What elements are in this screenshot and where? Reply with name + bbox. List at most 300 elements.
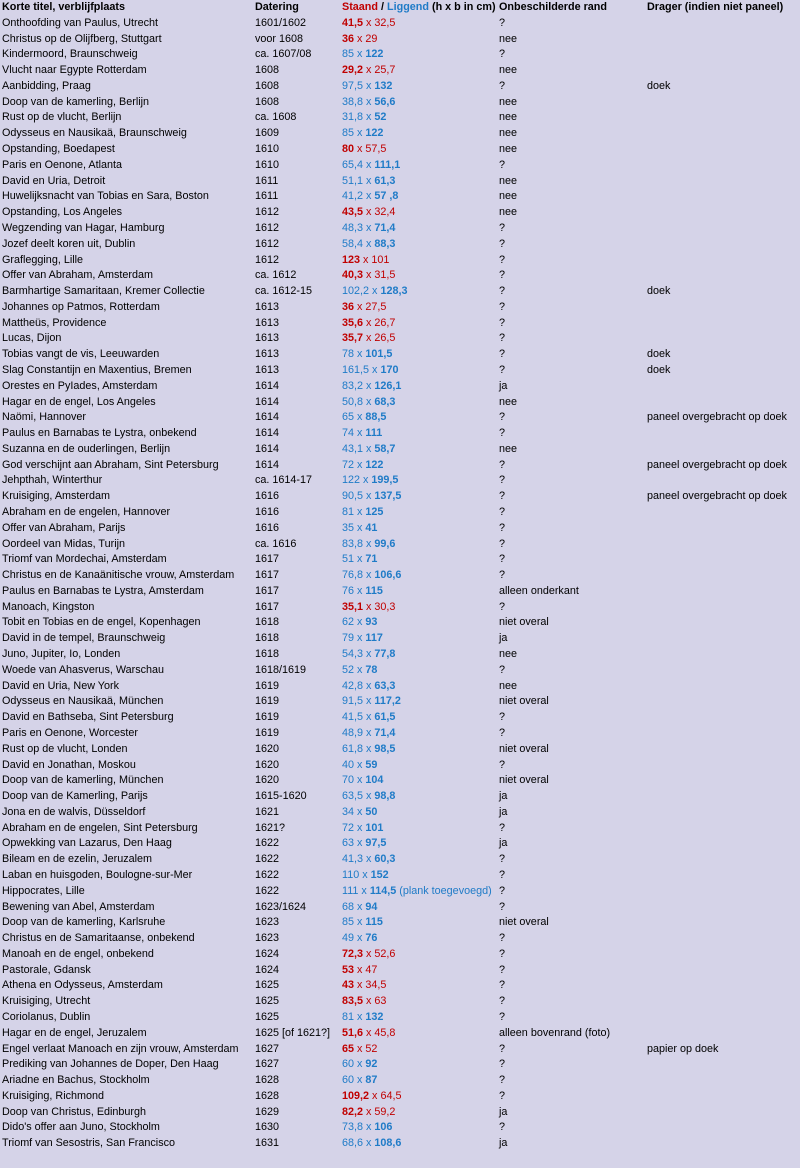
height-value: 72 xyxy=(342,821,355,834)
title-cell: Ariadne en Bachus, Stockholm xyxy=(2,1074,150,1087)
support-cell xyxy=(645,584,800,600)
table-row xyxy=(0,726,800,742)
width-value: 132 xyxy=(365,1011,384,1023)
date-cell: ca. 1608 xyxy=(255,111,297,124)
edge-cell: ? xyxy=(499,553,506,566)
times-sign: x xyxy=(354,616,366,629)
date-cell: 1619 xyxy=(255,726,280,739)
times-sign: x xyxy=(354,758,366,771)
title-cell: Rust op de vlucht, Londen xyxy=(2,742,128,755)
height-value: 65,4 xyxy=(342,158,364,171)
width-value: 88,5 xyxy=(365,411,387,424)
dimensions-cell xyxy=(340,631,497,647)
width-value: 108,6 xyxy=(374,1137,402,1150)
width-value: 77,8 xyxy=(374,648,396,661)
support-cell xyxy=(645,852,800,868)
times-sign: x xyxy=(354,1058,366,1071)
height-value: 110 xyxy=(342,868,360,881)
width-value: 71 xyxy=(365,553,378,566)
height-value: 51,6 xyxy=(342,1026,364,1039)
height-value: 122 xyxy=(342,474,361,487)
edge-cell: nee xyxy=(499,648,518,661)
support-cell xyxy=(645,552,800,568)
title-cell: Slag Constantijn en Maxentius, Bremen xyxy=(2,363,192,376)
times-sign: x xyxy=(363,158,375,171)
edge-cell: ja xyxy=(499,805,508,818)
support-cell xyxy=(645,16,800,32)
support-cell xyxy=(645,615,800,631)
width-value: 27,5 xyxy=(365,300,387,313)
date-cell: 1628 xyxy=(255,1074,280,1087)
times-sign: x xyxy=(354,411,366,424)
table-row xyxy=(0,300,800,316)
height-value: 58,4 xyxy=(342,237,364,250)
width-value: 52,6 xyxy=(374,947,396,960)
support-cell xyxy=(645,205,800,221)
edge-cell: ? xyxy=(499,506,506,518)
times-sign: x xyxy=(354,821,366,834)
times-sign: x xyxy=(354,837,366,850)
height-value: 74 xyxy=(342,427,355,440)
table-row xyxy=(0,1136,800,1152)
support-cell xyxy=(645,647,800,663)
times-sign: x xyxy=(363,600,375,613)
width-value: 99,6 xyxy=(374,537,396,550)
title-cell: Athena en Odysseus, Amsterdam xyxy=(2,979,163,992)
table-row xyxy=(0,615,800,631)
dimensions-cell xyxy=(340,1089,497,1105)
table-row xyxy=(0,679,800,695)
height-value: 78 xyxy=(342,348,355,361)
height-value: 48,9 xyxy=(342,726,364,739)
dimensions-cell xyxy=(340,253,497,269)
height-value: 123 xyxy=(342,253,361,266)
edge-cell: nee xyxy=(499,111,518,124)
table-row xyxy=(0,568,800,584)
date-cell: 1618 xyxy=(255,648,280,661)
times-sign: x xyxy=(363,695,375,708)
date-cell: 1610 xyxy=(255,158,280,171)
dimensions-cell xyxy=(340,395,497,411)
support-cell xyxy=(645,379,800,395)
support-cell xyxy=(645,568,800,584)
title-cell: Doop van de kamerling, München xyxy=(2,774,164,787)
support-cell xyxy=(645,395,800,411)
date-cell: 1628 xyxy=(255,1089,280,1102)
table-row xyxy=(0,868,800,884)
table-row xyxy=(0,900,800,916)
support-cell xyxy=(645,631,800,647)
edge-cell: ? xyxy=(499,900,506,913)
support-cell xyxy=(645,994,800,1010)
table-row xyxy=(0,584,800,600)
edge-cell: ? xyxy=(499,48,506,61)
times-sign: x xyxy=(369,285,381,298)
height-value: 41,2 xyxy=(342,190,364,203)
support-cell xyxy=(645,1105,800,1121)
support-cell xyxy=(645,1026,800,1042)
date-cell: 1601/1602 xyxy=(255,16,307,29)
times-sign: x xyxy=(363,537,375,550)
width-value: 101,5 xyxy=(365,348,393,361)
header-title: Korte titel, verblijfplaats xyxy=(2,1,125,13)
width-value: 98,5 xyxy=(374,742,396,755)
table-row xyxy=(0,63,800,79)
dimensions-cell xyxy=(340,458,497,474)
width-value: 111 xyxy=(365,427,383,440)
date-cell: 1630 xyxy=(255,1121,280,1134)
date-cell: 1611 xyxy=(255,190,279,203)
edge-cell: ? xyxy=(499,221,506,234)
dimensions-cell xyxy=(340,568,497,584)
support-cell xyxy=(645,505,800,521)
date-cell: 1614 xyxy=(255,395,280,408)
support-cell xyxy=(645,663,800,679)
title-cell: Hippocrates, Lille xyxy=(2,884,85,897)
times-sign: x xyxy=(363,742,375,755)
times-sign: x xyxy=(360,253,372,266)
support-cell xyxy=(645,126,800,142)
dimensions-cell xyxy=(340,79,497,95)
edge-cell: ? xyxy=(499,569,506,582)
support-cell: paneel overgebracht op doek xyxy=(647,458,787,471)
date-cell: 1612 xyxy=(255,253,280,266)
times-sign: x xyxy=(363,947,375,960)
title-cell: Onthoofding van Paulus, Utrecht xyxy=(2,16,159,29)
edge-cell: nee xyxy=(499,143,518,156)
table-row xyxy=(0,884,800,900)
edge-cell: ? xyxy=(499,1042,506,1055)
width-value: 63,3 xyxy=(374,679,396,692)
height-value: 82,2 xyxy=(342,1105,364,1118)
dimensions-cell xyxy=(340,426,497,442)
dimensions-cell xyxy=(340,63,497,79)
width-value: 71,4 xyxy=(374,221,396,234)
height-value: 53 xyxy=(342,963,355,976)
width-value: 115 xyxy=(365,584,383,597)
dimensions-cell xyxy=(340,915,497,931)
title-cell: Coriolanus, Dublin xyxy=(2,1011,91,1023)
table-row xyxy=(0,742,800,758)
height-value: 161,5 xyxy=(342,363,370,376)
width-value: 56,6 xyxy=(374,95,396,108)
height-value: 35 xyxy=(342,521,355,534)
title-cell: Naömi, Hannover xyxy=(2,411,87,424)
dimensions-cell xyxy=(340,521,497,537)
height-value: 40 xyxy=(342,758,355,771)
edge-cell: ? xyxy=(499,821,506,834)
times-sign: x xyxy=(363,1121,375,1134)
height-value: 85 xyxy=(342,916,355,929)
title-cell: David en Bathseba, Sint Petersburg xyxy=(2,711,174,724)
edge-cell: ? xyxy=(499,521,506,534)
width-value: 32,4 xyxy=(374,206,396,219)
table-row xyxy=(0,773,800,789)
edge-cell: niet overal xyxy=(499,916,549,929)
support-cell xyxy=(645,884,800,900)
date-cell: 1613 xyxy=(255,316,280,329)
table-row xyxy=(0,253,800,269)
support-cell xyxy=(645,32,800,48)
support-cell xyxy=(645,142,800,158)
support-cell xyxy=(645,300,800,316)
table-row xyxy=(0,915,800,931)
header-row xyxy=(0,0,800,16)
dimensions-cell xyxy=(340,1120,497,1136)
table-row xyxy=(0,221,800,237)
date-cell: 1617 xyxy=(255,600,280,613)
title-cell: Doop van de kamerling, Berlijn xyxy=(2,95,150,108)
times-sign: x xyxy=(363,237,375,250)
edge-cell: nee xyxy=(499,395,518,408)
title-cell: Manoach, Kingston xyxy=(2,600,95,613)
support-cell xyxy=(645,63,800,79)
date-cell: 1622 xyxy=(255,884,280,897)
height-value: 65 xyxy=(342,1042,355,1055)
title-cell: Kruisiging, Richmond xyxy=(2,1089,105,1102)
support-cell xyxy=(645,253,800,269)
date-cell: 1624 xyxy=(255,963,280,976)
date-cell: 1620 xyxy=(255,774,280,787)
date-cell: 1625 [of 1621?] xyxy=(255,1026,331,1039)
dimensions-cell xyxy=(340,584,497,600)
height-value: 109,2 xyxy=(342,1089,370,1102)
dimensions-cell xyxy=(340,126,497,142)
dimensions-cell xyxy=(340,237,497,253)
table-row xyxy=(0,174,800,190)
dimensions-cell xyxy=(340,663,497,679)
table-row xyxy=(0,284,800,300)
table-row xyxy=(0,694,800,710)
title-cell: Opstanding, Boedapest xyxy=(2,143,115,156)
height-value: 72 xyxy=(342,458,355,471)
header-support: Drager (indien niet paneel) xyxy=(647,1,784,13)
times-sign: x xyxy=(354,32,366,45)
table-row xyxy=(0,1026,800,1042)
width-value: 122 xyxy=(365,127,384,140)
date-cell: 1621? xyxy=(255,821,286,834)
title-cell: Tobit en Tobias en de engel, Kopenhagen xyxy=(2,616,201,629)
table-row xyxy=(0,805,800,821)
date-cell: 1615-1620 xyxy=(255,790,307,803)
height-value: 73,8 xyxy=(342,1121,364,1134)
height-value: 40,3 xyxy=(342,269,364,282)
edge-cell: ? xyxy=(499,427,506,440)
times-sign: x xyxy=(354,774,366,787)
height-value: 80 xyxy=(342,143,355,156)
title-cell: Vlucht naar Egypte Rotterdam xyxy=(2,64,147,77)
support-cell xyxy=(645,773,800,789)
date-cell: ca. 1612-15 xyxy=(255,285,313,298)
dimensions-cell xyxy=(340,931,497,947)
date-cell: 1618 xyxy=(255,632,280,645)
dimensions-cell xyxy=(340,821,497,837)
dimensions-cell xyxy=(340,489,497,505)
edge-cell: nee xyxy=(499,95,518,108)
title-cell: Huwelijksnacht van Tobias en Sara, Boston xyxy=(2,190,209,203)
height-value: 43,1 xyxy=(342,442,364,455)
dimensions-cell xyxy=(340,836,497,852)
edge-cell: ja xyxy=(499,1137,508,1150)
support-cell xyxy=(645,268,800,284)
support-cell xyxy=(645,473,800,489)
edge-cell: nee xyxy=(499,127,518,140)
title-cell: Jona en de walvis, Düsseldorf xyxy=(2,805,146,818)
dimensions-cell xyxy=(340,331,497,347)
date-cell: 1625 xyxy=(255,1011,280,1023)
title-cell: Prediking van Johannes de Doper, Den Haag xyxy=(2,1058,219,1071)
date-cell: 1627 xyxy=(255,1042,280,1055)
dimensions-cell xyxy=(340,316,497,332)
dimensions-cell xyxy=(340,1136,497,1152)
date-cell: 1608 xyxy=(255,95,280,108)
times-sign: x xyxy=(363,490,375,503)
support-cell: doek xyxy=(647,363,671,376)
date-cell: 1618/1619 xyxy=(255,663,307,676)
date-cell: 1622 xyxy=(255,853,280,866)
title-cell: Orestes en PyIades, Amsterdam xyxy=(2,379,158,392)
title-cell: Manoah en de engel, onbekend xyxy=(2,947,154,960)
header-dimensions xyxy=(340,0,497,16)
dimensions-cell xyxy=(340,805,497,821)
edge-cell: alleen onderkant xyxy=(499,584,579,597)
width-value: 114,5 xyxy=(369,884,397,897)
support-cell xyxy=(645,836,800,852)
dimensions-cell xyxy=(340,505,497,521)
table-row xyxy=(0,237,800,253)
times-sign: x xyxy=(354,48,366,61)
date-cell: 1608 xyxy=(255,79,280,92)
table-row xyxy=(0,852,800,868)
support-cell xyxy=(645,931,800,947)
title-cell: Christus en de Kanaänitische vrouw, Amsterdam xyxy=(2,569,235,582)
dimensions-cell xyxy=(340,16,497,32)
support-cell xyxy=(645,1089,800,1105)
date-cell: 1625 xyxy=(255,979,280,992)
times-sign: x xyxy=(360,474,372,487)
width-value: 29 xyxy=(365,32,378,45)
edge-cell: ? xyxy=(499,1121,506,1134)
dimensions-cell xyxy=(340,615,497,631)
height-value: 54,3 xyxy=(342,648,364,661)
width-value: 128,3 xyxy=(380,285,408,298)
dimensions-cell xyxy=(340,189,497,205)
title-cell: Pastorale, Gdansk xyxy=(2,963,91,976)
dimensions-cell xyxy=(340,1057,497,1073)
times-sign: x xyxy=(363,16,375,29)
width-value: 32,5 xyxy=(374,16,396,29)
times-sign: x xyxy=(354,900,366,913)
edge-cell: nee xyxy=(499,206,518,219)
support-cell xyxy=(645,110,800,126)
title-cell: David en Uria, New York xyxy=(2,679,120,692)
dimensions-cell xyxy=(340,347,497,363)
dimensions-cell xyxy=(340,379,497,395)
dimensions-cell xyxy=(340,758,497,774)
edge-cell: ? xyxy=(499,1058,506,1071)
height-value: 63,5 xyxy=(342,790,364,803)
table-row xyxy=(0,631,800,647)
table-row xyxy=(0,489,800,505)
title-cell: David in de tempel, Braunschweig xyxy=(2,632,166,645)
support-cell xyxy=(645,1073,800,1089)
height-value: 35,7 xyxy=(342,332,364,345)
width-value: 45,8 xyxy=(374,1026,396,1039)
height-value: 41,3 xyxy=(342,853,364,866)
width-value: 76 xyxy=(365,932,378,945)
table-row xyxy=(0,316,800,332)
width-value: 52 xyxy=(365,1042,378,1055)
title-cell: Opwekking van Lazarus, Den Haag xyxy=(2,837,172,850)
date-cell: ca. 1607/08 xyxy=(255,48,312,61)
table-row xyxy=(0,836,800,852)
table-row xyxy=(0,205,800,221)
times-sign: x xyxy=(363,95,375,108)
support-cell xyxy=(645,1057,800,1073)
edge-cell: ja xyxy=(499,379,508,392)
width-value: 199,5 xyxy=(371,474,399,487)
height-value: 34 xyxy=(342,805,355,818)
edge-cell: ? xyxy=(499,947,506,960)
width-value: 64,5 xyxy=(380,1089,402,1102)
dimensions-cell xyxy=(340,300,497,316)
times-sign: x xyxy=(363,64,375,77)
dimensions-cell xyxy=(340,1073,497,1089)
times-sign: x xyxy=(363,79,375,92)
times-sign: x xyxy=(354,979,366,992)
table-row xyxy=(0,142,800,158)
width-value: 52 xyxy=(374,111,387,124)
dimensions-cell xyxy=(340,110,497,126)
times-sign: x xyxy=(354,584,366,597)
date-cell: 1623/1624 xyxy=(255,900,307,913)
support-cell xyxy=(645,679,800,695)
times-sign: x xyxy=(363,1026,375,1039)
table-row xyxy=(0,710,800,726)
width-value: 88,3 xyxy=(374,237,396,250)
height-value: 111 xyxy=(342,884,359,897)
edge-cell: ja xyxy=(499,1105,508,1118)
header-date: Datering xyxy=(255,1,299,13)
header-dims-suffix: (h x b in cm) xyxy=(428,1,496,13)
date-cell: 1623 xyxy=(255,932,280,945)
date-cell: 1614 xyxy=(255,442,280,455)
edge-cell: alleen bovenrand (foto) xyxy=(499,1026,611,1039)
title-cell: Opstanding, Los Angeles xyxy=(2,206,123,219)
width-value: 111,1 xyxy=(374,158,401,171)
width-value: 93 xyxy=(365,616,378,629)
height-value: 62 xyxy=(342,616,355,629)
date-cell: 1612 xyxy=(255,221,280,234)
title-cell: Abraham en de engelen, Sint Petersburg xyxy=(2,821,198,834)
dimensions-cell xyxy=(340,679,497,695)
title-cell: Abraham en de engelen, Hannover xyxy=(2,506,171,518)
width-value: 71,4 xyxy=(374,726,396,739)
times-sign: x xyxy=(363,442,375,455)
dimensions-cell xyxy=(340,142,497,158)
height-value: 60 xyxy=(342,1058,355,1071)
table-row xyxy=(0,600,800,616)
height-value: 65 xyxy=(342,411,355,424)
title-cell: Paris en Oenone, Atlanta xyxy=(2,158,123,171)
support-cell xyxy=(645,1120,800,1136)
table-row xyxy=(0,395,800,411)
width-value: 106 xyxy=(374,1121,393,1134)
support-cell xyxy=(645,710,800,726)
table-row xyxy=(0,426,800,442)
times-sign: x xyxy=(354,632,366,645)
edge-cell: ? xyxy=(499,932,506,945)
